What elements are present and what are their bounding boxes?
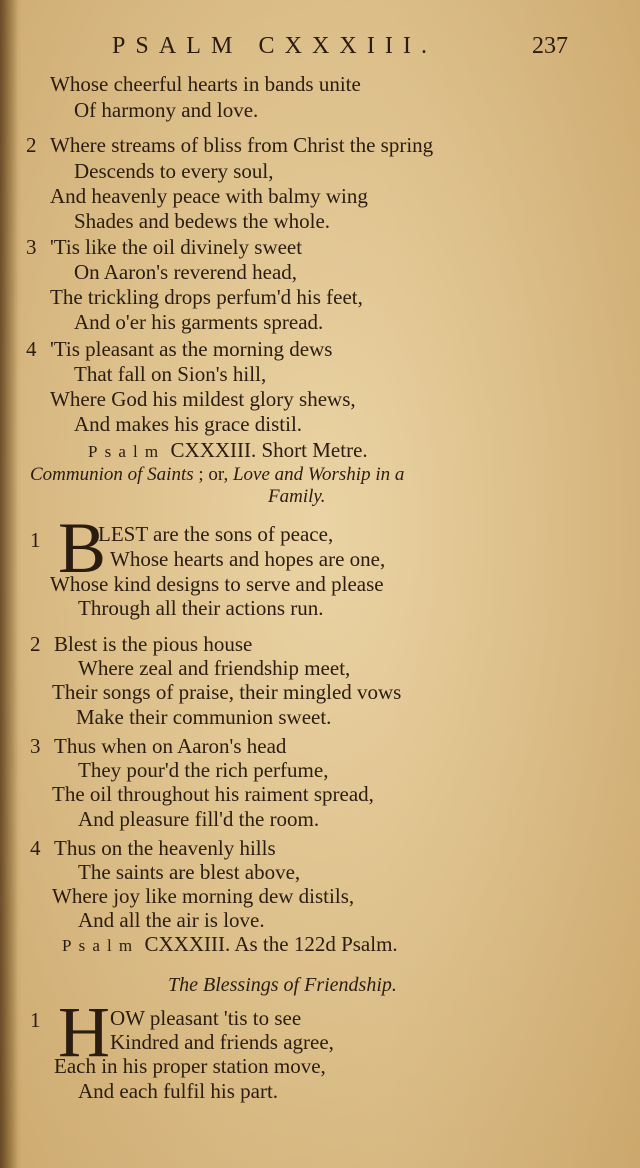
psalm-subtitle-part: ; or,	[198, 464, 229, 485]
verse-line: Whose kind designs to serve and please	[50, 572, 384, 596]
stanza-number: 1	[30, 1008, 41, 1032]
verse-line: That fall on Sion's hill,	[74, 362, 267, 386]
stanza-number: 3	[30, 734, 41, 758]
verse-line: Their songs of praise, their mingled vows	[52, 680, 402, 704]
psalm-subtitle-cont: Family.	[268, 486, 326, 507]
psalm-heading-rest: CXXXIII. As the 122d Psalm.	[144, 932, 398, 956]
psalm-subtitle-part: Love and Worship in a	[232, 464, 405, 485]
verse-line: Make their communion sweet.	[76, 705, 332, 729]
stanza-number: 1	[30, 528, 41, 552]
verse-line: And pleasure fill'd the room.	[78, 807, 320, 831]
verse-line: And heavenly peace with balmy wing	[50, 184, 368, 208]
stanza-number: 4	[30, 836, 41, 860]
psalm-heading	[88, 438, 368, 464]
stanza-number: 2	[26, 133, 37, 157]
verse-line: The saints are blest above,	[78, 860, 301, 884]
verse-line: Through all their actions run.	[78, 596, 324, 620]
verse-line: And makes his grace distil.	[74, 412, 303, 436]
verse-line: Descends to every soul,	[74, 159, 274, 183]
verse-line: Where zeal and friendship meet,	[78, 656, 351, 680]
verse-line: LEST are the sons of peace,	[98, 522, 334, 546]
page-gutter-shadow	[0, 0, 18, 1168]
verse-line: Thus on the heavenly hills	[54, 836, 276, 860]
stanza-number: 2	[30, 632, 41, 656]
verse-line: They pour'd the rich perfume,	[78, 758, 329, 782]
verse-line: Where streams of bliss from Christ the spring	[50, 133, 434, 157]
verse-line: Blest is the pious house	[54, 632, 253, 656]
psalm-subtitle-part: Communion of Saints	[30, 464, 194, 485]
verse-line: Kindred and friends agree,	[110, 1030, 334, 1054]
verse-line: Each in his proper station move,	[54, 1054, 326, 1078]
psalm-heading-label: Psalm	[88, 442, 166, 461]
verse-line: The oil throughout his raiment spread,	[52, 782, 374, 806]
verse-line: Whose cheerful hearts in bands unite	[50, 72, 361, 96]
verse-line: The trickling drops perfum'd his feet,	[50, 285, 363, 309]
psalm-subtitle	[30, 463, 404, 487]
drop-cap: H	[58, 992, 110, 1072]
verse-line: Thus when on Aaron's head	[54, 734, 287, 758]
verse-line: And o'er his garments spread.	[74, 310, 324, 334]
verse-line: Whose hearts and hopes are one,	[110, 547, 386, 571]
psalm-heading-label: Psalm	[62, 936, 140, 955]
stanza-number: 3	[26, 235, 37, 259]
verse-line: OW pleasant 'tis to see	[110, 1006, 302, 1030]
running-header-title: PSALM CXXXIII.	[112, 33, 438, 59]
verse-line: Of harmony and love.	[74, 98, 259, 122]
stanza-number: 4	[26, 337, 37, 361]
verse-line: And each fulfil his part.	[78, 1079, 279, 1103]
page-number: 237	[532, 33, 568, 59]
verse-line: 'Tis like the oil divinely sweet	[50, 235, 303, 259]
psalm-heading-rest: CXXXIII. Short Metre.	[170, 438, 368, 462]
verse-line: Where God his mildest glory shews,	[50, 387, 356, 411]
drop-cap: B	[58, 508, 107, 588]
verse-line: 'Tis pleasant as the morning dews	[50, 337, 333, 361]
verse-line: And all the air is love.	[78, 908, 265, 932]
psalm-heading	[62, 932, 398, 958]
verse-line: Where joy like morning dew distils,	[52, 884, 355, 908]
psalm-subtitle: The Blessings of Friendship.	[168, 974, 397, 996]
verse-line: Shades and bedews the whole.	[74, 209, 331, 233]
verse-line: On Aaron's reverend head,	[74, 260, 298, 284]
